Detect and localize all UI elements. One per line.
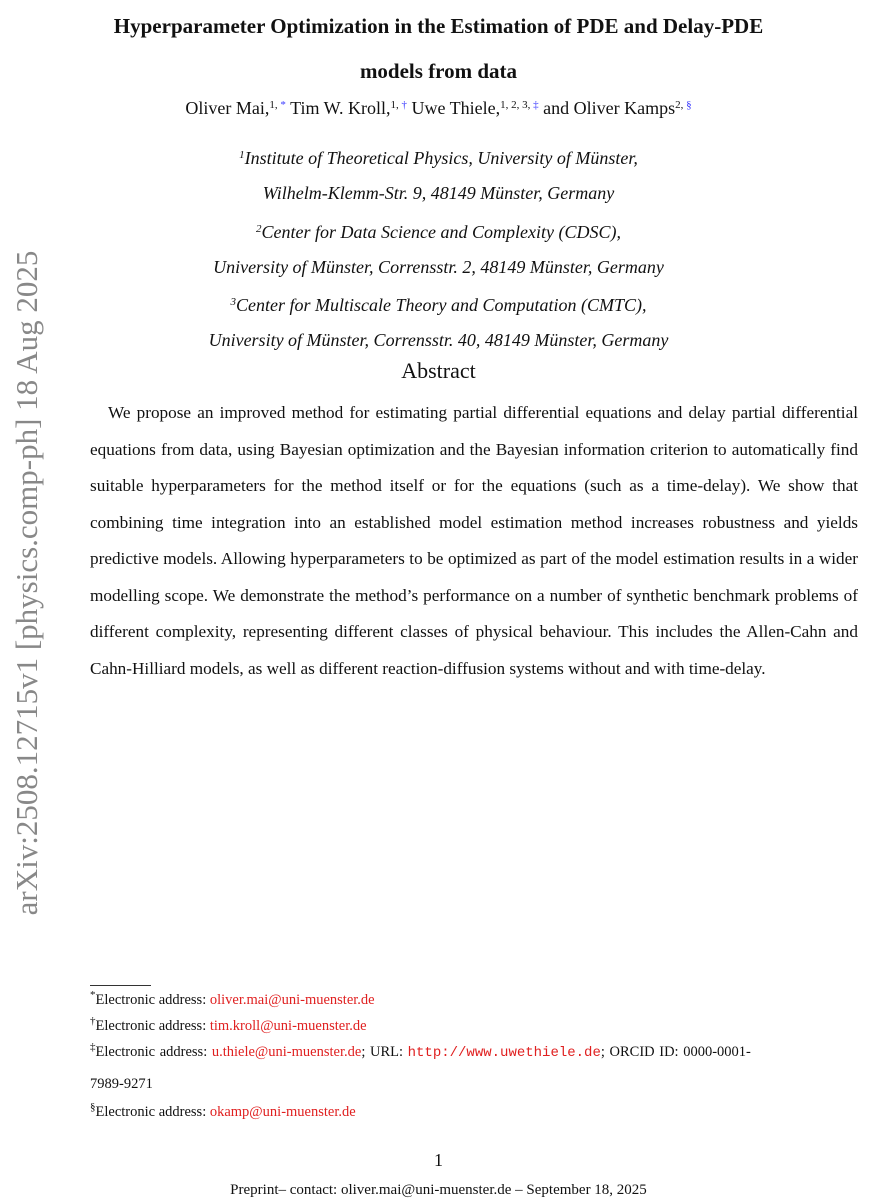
- affil-ref: 1,: [390, 99, 402, 111]
- affil-line: University of Münster, Corrensstr. 2, 48149 Münster, Germany: [213, 256, 664, 277]
- affiliation: [0, 138, 877, 176]
- arxiv-stamp: arXiv:2508.12715v1 [physics.comp-ph] 18 Aug 2025: [9, 250, 44, 916]
- affiliation: [0, 212, 877, 250]
- email-link[interactable]: tim.kroll@uni-muenster.de: [209, 1018, 367, 1034]
- affil-ref: 1, 2, 3,: [500, 99, 534, 111]
- footnote: [90, 1041, 751, 1061]
- footnote-link[interactable]: *: [280, 99, 286, 111]
- footnote-mark: *: [90, 989, 96, 1001]
- affil-num: 1: [239, 149, 245, 161]
- author: Oliver Mai,: [185, 98, 270, 118]
- footnote-link[interactable]: †: [401, 99, 407, 111]
- affil-num: 3: [230, 296, 236, 309]
- email-link[interactable]: u.thiele@uni-muenster.de: [211, 1044, 362, 1060]
- title-line: Hyperparameter Optimization in the Estimation of PDE and Delay-PDE: [113, 14, 764, 38]
- affiliations: [0, 138, 877, 359]
- affil-line: Institute of Theoretical Physics, University of Münster,: [244, 148, 638, 168]
- affiliation: [0, 285, 877, 323]
- abstract-text: We propose an improved method for estimating partial differential equations and delay partial differential equations from data, using Bayesian optimization and the Bayesian information criterion to automatically find suitable hyperparameters for the method itself or for the equations (such as a time-delay). We show that combining time integration into an established model estimation method increases robustness and yields predictive models. Allowing hyperparameters to be optimized as part of the model estimation results in a wider modelling scope. We demonstrate the method’s performance on a number of synthetic benchmark problems of different complexity, representing different classes of physical behaviour. This includes the Allen-Cahn and Cahn-Hilliard models, as well as different reaction-diffusion systems without and with time-delay.: [90, 403, 858, 678]
- footnote: [90, 989, 375, 1009]
- affil-line: Center for Multiscale Theory and Computation (CMTC),: [236, 295, 647, 316]
- footnote-label: Electronic address:: [95, 1104, 210, 1120]
- paper-title: [0, 4, 877, 94]
- url-link[interactable]: http://www.uwethiele.de: [407, 1045, 601, 1061]
- affil-line: Wilhelm-Klemm-Str. 9, 48149 Münster, Germany: [262, 183, 615, 204]
- affil-line: University of Münster, Corrensstr. 40, 48149 Münster, Germany: [208, 330, 669, 351]
- footnote-mark: §: [90, 1101, 96, 1113]
- url-label: ; URL:: [361, 1044, 408, 1060]
- affil-num: 2: [256, 222, 262, 235]
- page-number: 1: [434, 1150, 443, 1170]
- footnote: [90, 1015, 367, 1035]
- footnote-mark: †: [90, 1015, 96, 1027]
- footnote: [90, 1101, 356, 1121]
- title-line: models from data: [359, 59, 518, 83]
- email-link[interactable]: okamp@uni-muenster.de: [209, 1104, 356, 1120]
- footnote-rule: [90, 985, 151, 986]
- footnote-link[interactable]: ‡: [533, 99, 539, 111]
- orcid: ; ORCID ID: 0000-0001-: [600, 1044, 751, 1060]
- author-list: [0, 98, 877, 119]
- footnote-label: Electronic address:: [95, 992, 210, 1008]
- author: Tim W. Kroll,: [290, 98, 391, 118]
- footnote-label: Electronic address:: [95, 1018, 210, 1034]
- abstract-heading: Abstract: [401, 358, 476, 383]
- author: Uwe Thiele,: [411, 98, 501, 118]
- affil-line: Center for Data Science and Complexity (CDSC),: [261, 221, 621, 242]
- footnote-link[interactable]: §: [686, 99, 692, 111]
- affil-ref: 2,: [675, 99, 687, 111]
- email-link[interactable]: oliver.mai@uni-muenster.de: [209, 992, 375, 1008]
- author: and Oliver Kamps: [543, 98, 676, 118]
- affil-ref: 1,: [269, 99, 281, 111]
- page-footer: Preprint– contact: oliver.mai@uni-muenster.de – September 18, 2025: [230, 1182, 647, 1198]
- footnote-label: Electronic address:: [95, 1044, 212, 1060]
- footnote-mark: ‡: [90, 1041, 96, 1053]
- orcid-continued: 7989-9271: [90, 1076, 153, 1092]
